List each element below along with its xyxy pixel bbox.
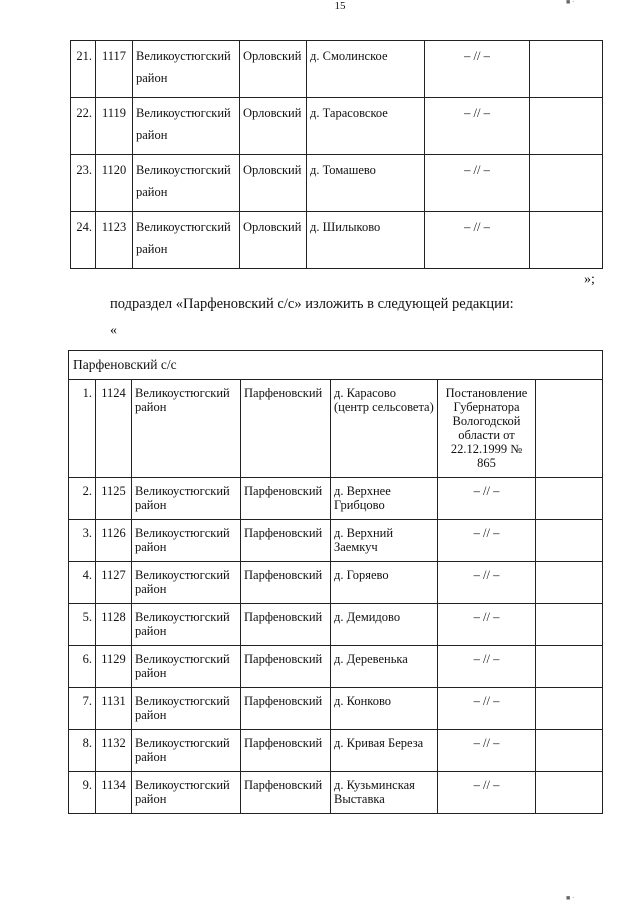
district-name: Великоустюгский район <box>133 41 240 98</box>
council-name: Орловский <box>240 41 307 98</box>
locality-code: 1127 <box>96 562 132 604</box>
council-name: Парфеновский <box>241 646 331 688</box>
locality-code: 1134 <box>96 772 132 814</box>
district-name: Великоустюгский район <box>132 562 241 604</box>
empty-cell <box>536 604 603 646</box>
row-number: 23. <box>71 155 96 212</box>
row-number: 1. <box>69 380 96 478</box>
table-row <box>69 688 603 730</box>
table-row <box>69 380 603 478</box>
table-row <box>71 41 603 98</box>
legal-basis: – // – <box>425 41 530 98</box>
opening-quote: « <box>110 323 117 338</box>
table-row <box>71 212 603 269</box>
council-name: Парфеновский <box>241 520 331 562</box>
council-name: Орловский <box>240 98 307 155</box>
table-row <box>69 730 603 772</box>
locality-code: 1132 <box>96 730 132 772</box>
district-name: Великоустюгский район <box>132 380 241 478</box>
district-name: Великоустюгский район <box>132 772 241 814</box>
district-name: Великоустюгский район <box>132 730 241 772</box>
empty-cell <box>536 772 603 814</box>
locality-name: д. Смолинское <box>307 41 425 98</box>
legal-basis: – // – <box>438 688 536 730</box>
row-number: 7. <box>69 688 96 730</box>
legal-basis: – // – <box>425 98 530 155</box>
legal-basis: – // – <box>438 604 536 646</box>
council-name: Орловский <box>240 155 307 212</box>
row-number: 2. <box>69 478 96 520</box>
legal-basis: – // – <box>438 730 536 772</box>
legal-basis: – // – <box>438 772 536 814</box>
row-number: 9. <box>69 772 96 814</box>
scan-mark-bottom: ■ · <box>566 894 575 902</box>
localities-table-parfenovsky <box>68 350 603 814</box>
row-number: 3. <box>69 520 96 562</box>
locality-code: 1120 <box>96 155 133 212</box>
empty-cell <box>536 380 603 478</box>
empty-cell <box>530 98 603 155</box>
empty-cell <box>536 688 603 730</box>
locality-code: 1129 <box>96 646 132 688</box>
empty-cell <box>536 646 603 688</box>
locality-name: д. Деревенька <box>331 646 438 688</box>
table-row <box>69 562 603 604</box>
empty-cell <box>536 478 603 520</box>
council-name: Парфеновский <box>241 772 331 814</box>
locality-code: 1123 <box>96 212 133 269</box>
locality-code: 1126 <box>96 520 132 562</box>
locality-code: 1128 <box>96 604 132 646</box>
legal-basis: – // – <box>438 520 536 562</box>
locality-name: д. Тарасовское <box>307 98 425 155</box>
district-name: Великоустюгский район <box>132 478 241 520</box>
closing-quote: »; <box>584 272 595 287</box>
council-name: Парфеновский <box>241 380 331 478</box>
council-name: Парфеновский <box>241 730 331 772</box>
table-row <box>71 155 603 212</box>
empty-cell <box>530 212 603 269</box>
district-name: Великоустюгский район <box>133 212 240 269</box>
locality-name: д. Кривая Береза <box>331 730 438 772</box>
row-number: 4. <box>69 562 96 604</box>
locality-name: д. Демидово <box>331 604 438 646</box>
legal-basis: – // – <box>425 212 530 269</box>
district-name: Великоустюгский район <box>133 155 240 212</box>
locality-name: д. Горяево <box>331 562 438 604</box>
page-number: 15 <box>334 0 346 12</box>
locality-name: д. Верхнее Грибцово <box>331 478 438 520</box>
district-name: Великоустюгский район <box>132 520 241 562</box>
locality-name: д. Томашево <box>307 155 425 212</box>
locality-code: 1117 <box>96 41 133 98</box>
locality-name: д. Конково <box>331 688 438 730</box>
section-title: Парфеновский с/с <box>69 351 603 380</box>
legal-basis: – // – <box>425 155 530 212</box>
table-row <box>69 520 603 562</box>
locality-name: д. Верхний Заемкуч <box>331 520 438 562</box>
empty-cell <box>536 730 603 772</box>
row-number: 22. <box>71 98 96 155</box>
empty-cell <box>536 520 603 562</box>
row-number: 5. <box>69 604 96 646</box>
table-row <box>69 478 603 520</box>
amendment-text: подраздел «Парфеновский с/с» изложить в следующей редакции: <box>110 296 514 312</box>
legal-basis: – // – <box>438 478 536 520</box>
row-number: 6. <box>69 646 96 688</box>
locality-code: 1124 <box>96 380 132 478</box>
table-row <box>71 98 603 155</box>
empty-cell <box>530 41 603 98</box>
table-row <box>69 604 603 646</box>
district-name: Великоустюгский район <box>132 688 241 730</box>
row-number: 24. <box>71 212 96 269</box>
localities-table-orlovsky <box>70 40 603 269</box>
locality-code: 1119 <box>96 98 133 155</box>
table-row <box>69 646 603 688</box>
legal-basis: Постановление Губернатора Вологодской области от 22.12.1999 № 865 <box>438 380 536 478</box>
locality-name: д. Карасово (центр сельсовета) <box>331 380 438 478</box>
locality-name: д. Шилыково <box>307 212 425 269</box>
row-number: 8. <box>69 730 96 772</box>
council-name: Парфеновский <box>241 562 331 604</box>
empty-cell <box>536 562 603 604</box>
district-name: Великоустюгский район <box>133 98 240 155</box>
scan-mark-top: ■ · <box>566 0 575 6</box>
table-row <box>69 772 603 814</box>
legal-basis: – // – <box>438 562 536 604</box>
council-name: Парфеновский <box>241 478 331 520</box>
row-number: 21. <box>71 41 96 98</box>
district-name: Великоустюгский район <box>132 604 241 646</box>
legal-basis: – // – <box>438 646 536 688</box>
locality-code: 1131 <box>96 688 132 730</box>
council-name: Орловский <box>240 212 307 269</box>
district-name: Великоустюгский район <box>132 646 241 688</box>
empty-cell <box>530 155 603 212</box>
council-name: Парфеновский <box>241 604 331 646</box>
locality-name: д. Кузьминская Выставка <box>331 772 438 814</box>
council-name: Парфеновский <box>241 688 331 730</box>
locality-code: 1125 <box>96 478 132 520</box>
